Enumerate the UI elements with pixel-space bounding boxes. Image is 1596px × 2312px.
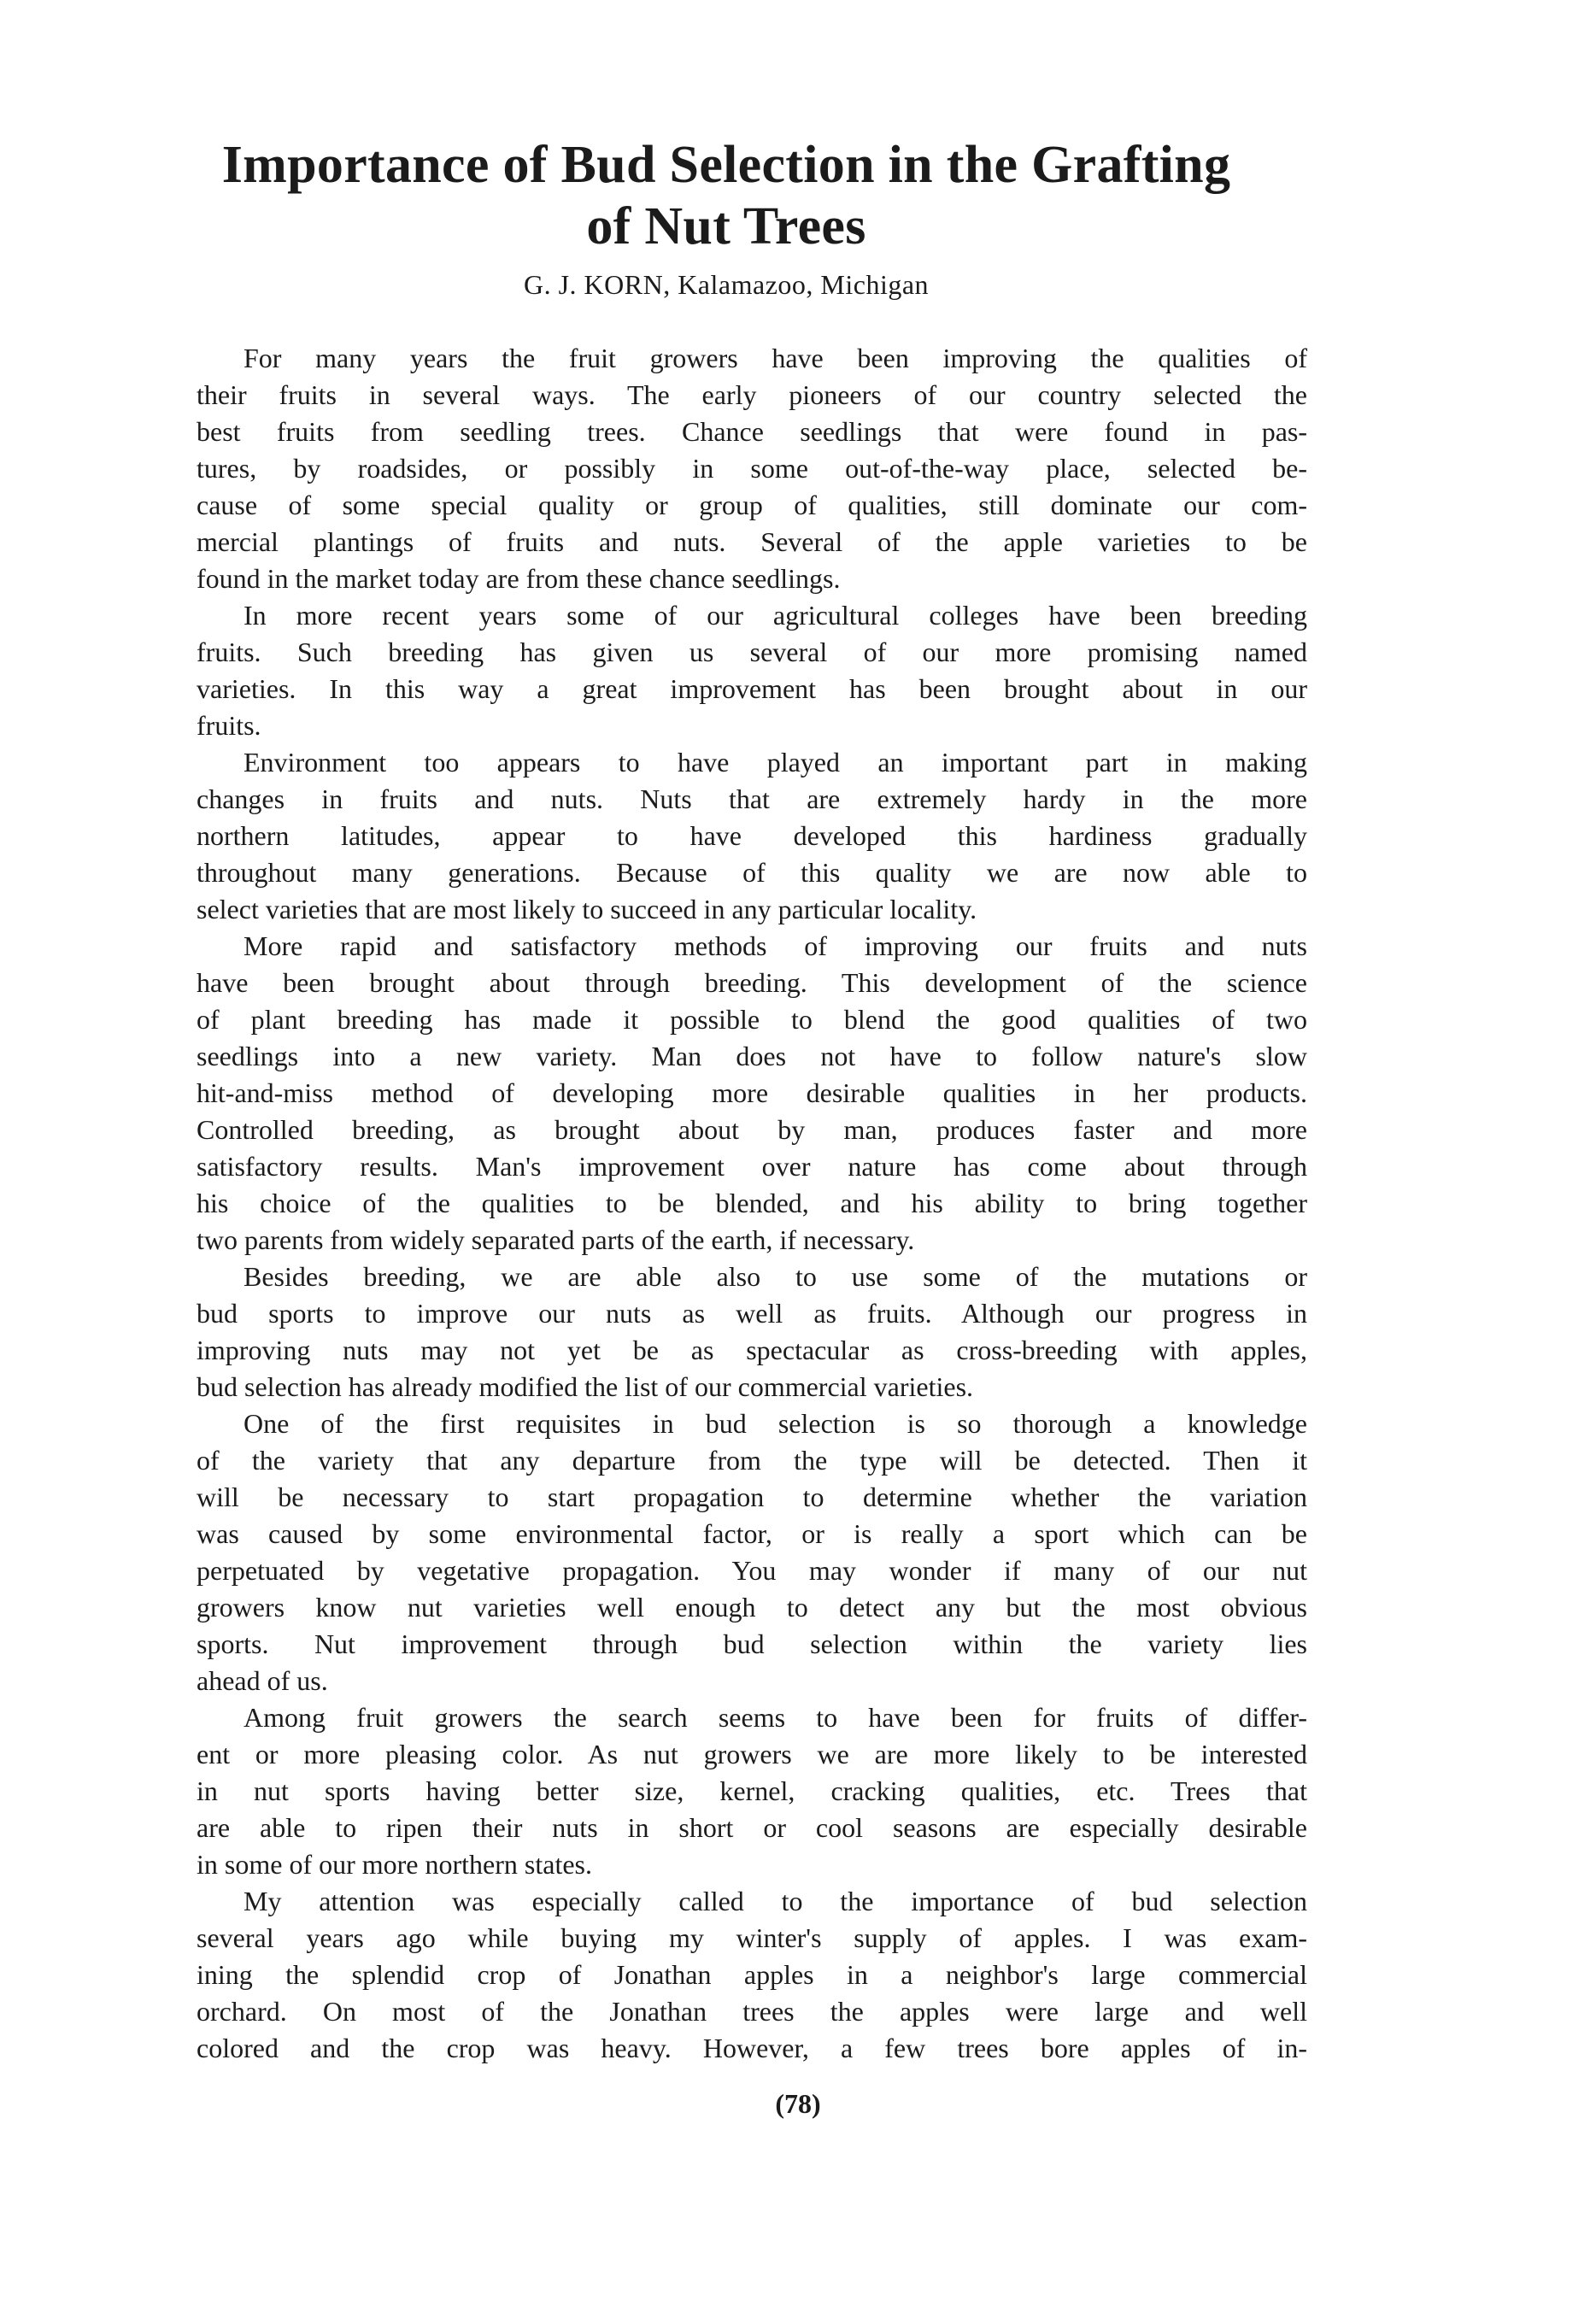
body-line: ining the splendid crop of Jonathan apples in a neighbor's large commercial [197,1959,1307,1990]
body-line: fruits. [197,710,261,741]
body-line: mercial plantings of fruits and nuts. Several of the apple varieties to be [197,526,1307,557]
article-body [197,340,1307,2067]
body-line: One of the first requisites in bud selection is so thorough a knowledge [244,1408,1307,1439]
body-line: More rapid and satisfactory methods of improving our fruits and nuts [244,930,1307,961]
article-title-line-1: Importance of Bud Selection in the Grafting [221,136,1231,194]
body-line: throughout many generations. Because of this quality we are now able to [197,857,1307,888]
body-line: two parents from widely separated parts of the earth, if necessary. [197,1224,915,1255]
body-line: northern latitudes, appear to have developed this hardiness gradually [197,820,1307,851]
body-line: have been brought about through breeding. This development of the science [197,967,1307,998]
author-byline: G. J. KORN, Kalamazoo, Michigan [523,269,930,300]
body-line: of the variety that any departure from the type will be detected. Then it [197,1445,1307,1476]
body-line: his choice of the qualities to be blended, and his ability to bring together [197,1188,1307,1218]
body-line: are able to ripen their nuts in short or cool seasons are especially desirable [197,1812,1307,1843]
body-line: Controlled breeding, as brought about by man, produces faster and more [197,1114,1307,1145]
body-line: select varieties that are most likely to succeed in any particular locality. [197,894,977,924]
body-line: perpetuated by vegetative propagation. You may wonder if many of our nut [197,1555,1307,1586]
body-line: colored and the crop was heavy. However, a few trees bore apples of in- [197,2033,1307,2063]
body-line: growers know nut varieties well enough to detect any but the most obvious [197,1592,1307,1623]
body-line: fruits. Such breeding has given us several of our more promising named [197,637,1307,667]
body-line: bud selection has already modified the list of our commercial varieties. [197,1371,974,1402]
body-line: ent or more pleasing color. As nut growers we are more likely to be interested [197,1739,1307,1769]
body-line: orchard. On most of the Jonathan trees the apples were large and well [197,1996,1307,2027]
body-line: In more recent years some of our agricultural colleges have been breeding [244,600,1307,631]
body-line: changes in fruits and nuts. Nuts that are extremely hardy in the more [197,783,1307,814]
body-line: their fruits in several ways. The early pioneers of our country selected the [197,379,1307,410]
body-line: For many years the fruit growers have been improving the qualities of [244,343,1307,373]
body-line: ahead of us. [197,1665,328,1696]
body-line: will be necessary to start propagation to determine whether the variation [197,1482,1307,1512]
body-line: Environment too appears to have played an important part in making [244,747,1307,778]
page-number: (78) [775,2088,821,2119]
body-line: hit-and-miss method of developing more desirable qualities in her products. [197,1077,1307,1108]
body-line: tures, by roadsides, or possibly in some out-of-the-way place, selected be- [197,453,1307,484]
body-line: Besides breeding, we are able also to use some of the mutations or [244,1261,1307,1292]
body-line: seedlings into a new variety. Man does not have to follow nature's slow [197,1041,1307,1071]
body-line: Among fruit growers the search seems to have been for fruits of differ- [244,1702,1307,1733]
body-line: cause of some special quality or group of qualities, still dominate our com- [197,490,1307,520]
body-line: sports. Nut improvement through bud selection within the variety lies [197,1628,1307,1659]
body-line: varieties. In this way a great improvement has been brought about in our [197,673,1307,704]
body-line: several years ago while buying my winter's supply of apples. I was exam- [197,1922,1307,1953]
body-line: improving nuts may not yet be as spectacular as cross-breeding with apples, [197,1335,1307,1365]
body-line: satisfactory results. Man's improvement over nature has come about through [197,1151,1307,1182]
body-line: found in the market today are from these chance seedlings. [197,563,841,594]
body-line: best fruits from seedling trees. Chance seedlings that were found in pas- [197,416,1307,447]
article-title-line-2: of Nut Trees [586,197,866,255]
body-line: in nut sports having better size, kernel, cracking qualities, etc. Trees that [197,1775,1307,1806]
body-line: My attention was especially called to the importance of bud selection [244,1886,1307,1916]
body-line: was caused by some environmental factor, or is really a sport which can be [197,1518,1307,1549]
body-line: in some of our more northern states. [197,1849,592,1880]
body-line: bud sports to improve our nuts as well as fruits. Although our progress in [197,1298,1307,1329]
body-line: of plant breeding has made it possible to blend the good qualities of two [197,1004,1307,1035]
